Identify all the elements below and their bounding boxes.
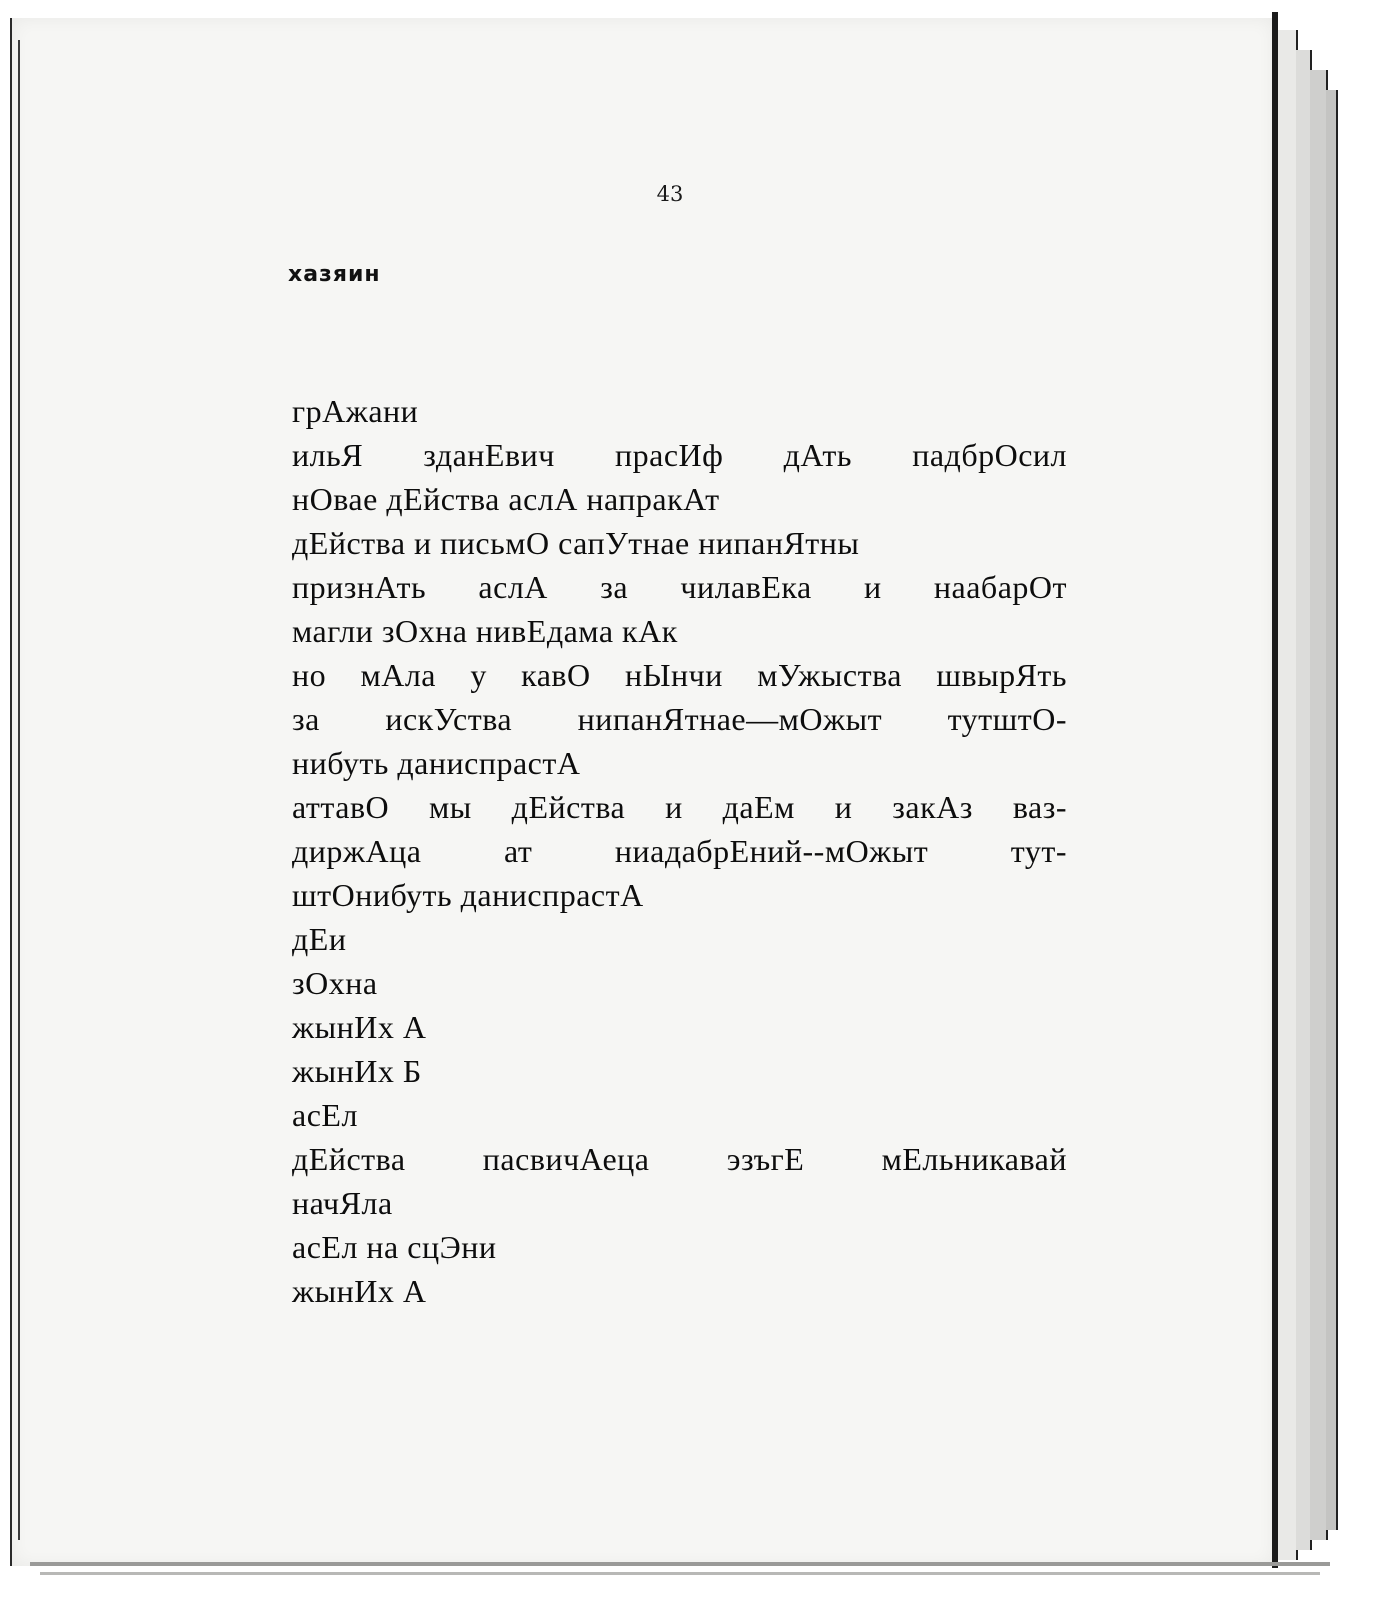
poem-text <box>292 389 1067 1313</box>
text-line: нибуть даниспрастА <box>292 745 581 781</box>
page-stack-edge <box>1326 90 1338 1530</box>
page-bottom-edge <box>30 1562 1330 1566</box>
speaker-heading: хазяин <box>288 262 381 287</box>
text-line: жынИх Б <box>292 1053 422 1089</box>
text-line: магли зОхна нивЕдама кАк <box>292 613 678 649</box>
page-number: 43 <box>656 182 684 206</box>
page-gutter-line <box>18 40 20 1540</box>
page-bottom-edge <box>40 1572 1320 1575</box>
text-line: признАть аслА за чилавЕка и наабарОт <box>292 569 1067 605</box>
text-line: аттавО мы дЕйства и даЕм и закАз ваз- <box>292 789 1067 825</box>
page-stack-edge <box>1278 30 1298 1560</box>
text-line: жынИх А <box>292 1009 427 1045</box>
text-line: диржАца ат ниадабрЕний--мОжыт тут- <box>292 833 1067 869</box>
text-line: начЯла <box>292 1185 393 1221</box>
text-line: асЕл на сцЭни <box>292 1229 497 1265</box>
text-line: асЕл <box>292 1097 358 1133</box>
text-line: дЕйства и письмО сапУтнае нипанЯтны <box>292 525 860 561</box>
text-line: дЕйства пасвичАеца эзъгЕ мЕльникавай <box>292 1141 1067 1177</box>
text-line: жынИх А <box>292 1273 427 1309</box>
text-line: нОвае дЕйства аслА напракАт <box>292 481 720 517</box>
text-line: дЕи <box>292 921 347 957</box>
text-line: штОнибуть даниспрастА <box>292 877 644 913</box>
text-line: зОхна <box>292 965 378 1001</box>
text-line: ильЯ зданЕвич прасИф дАть падбрОсил <box>292 437 1067 473</box>
text-line: грАжани <box>292 393 419 429</box>
text-line: за искУства нипанЯтнае—мОжыт тутштО- <box>292 701 1067 737</box>
text-line: но мАла у кавО нЫнчи мУжыства швырЯть <box>292 657 1067 693</box>
